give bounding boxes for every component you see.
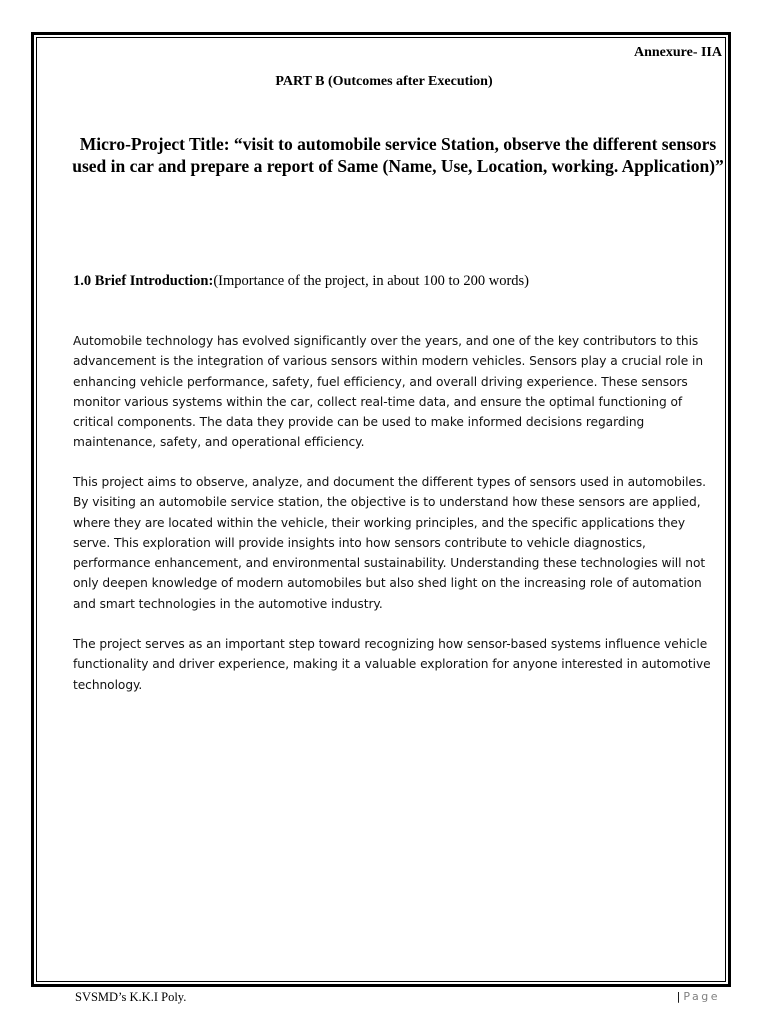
paragraph-3: The project serves as an important step toward recognizing how sensor-based systems influence vehicle functionality and driver experience, making it a valuable exploration for anyone interested in automotive technology. bbox=[73, 637, 711, 692]
footer-page bbox=[677, 990, 720, 1003]
footer-page-label: Page bbox=[683, 990, 720, 1003]
footer-separator: | bbox=[676, 990, 681, 1003]
paragraph-1: Automobile technology has evolved significantly over the years, and one of the key contributors to this advancement is the integration of various sensors within modern vehicles. Sensors play a crucial role in enhancing vehicle performance, safety, fuel efficiency, and overall driving experience. These sensors monitor various systems within the car, collect real-time data, and ensure the optimal functioning of critical components. The data they provide can be used to make informed decisions regarding maintenance, safety, and operational efficiency. bbox=[73, 334, 704, 450]
footer-institution: SVSMD’s K.K.I Poly. bbox=[75, 990, 187, 1004]
section-heading-note: (Importance of the project, in about 100 to 200 words) bbox=[213, 273, 530, 289]
part-heading: PART B (Outcomes after Execution) bbox=[275, 74, 493, 89]
section-heading bbox=[73, 273, 529, 290]
section-heading-label: 1.0 Brief Introduction: bbox=[73, 273, 214, 289]
annexure-label: Annexure- IIA bbox=[633, 45, 722, 60]
paragraph-2: This project aims to observe, analyze, and document the different types of sensors used in automobiles. By visiting an automobile service station, the objective is to understand how these sensors are applied, where they are located within the vehicle, their working principles, and the specific applications they serve. This exploration will provide insights into how sensors contribute to vehicle diagnostics, performance enhancement, and environmental sustainability. Understanding these technologies will not only deepen knowledge of modern automobiles but also shed light on the increasing role of automation and smart technologies in the automotive industry. bbox=[73, 475, 706, 611]
micro-project-title: Micro-Project Title: “visit to automobile service Station, observe the different sensors used in car and prepare a report of Same (Name, Use, Location, working. Application)” bbox=[72, 134, 724, 176]
